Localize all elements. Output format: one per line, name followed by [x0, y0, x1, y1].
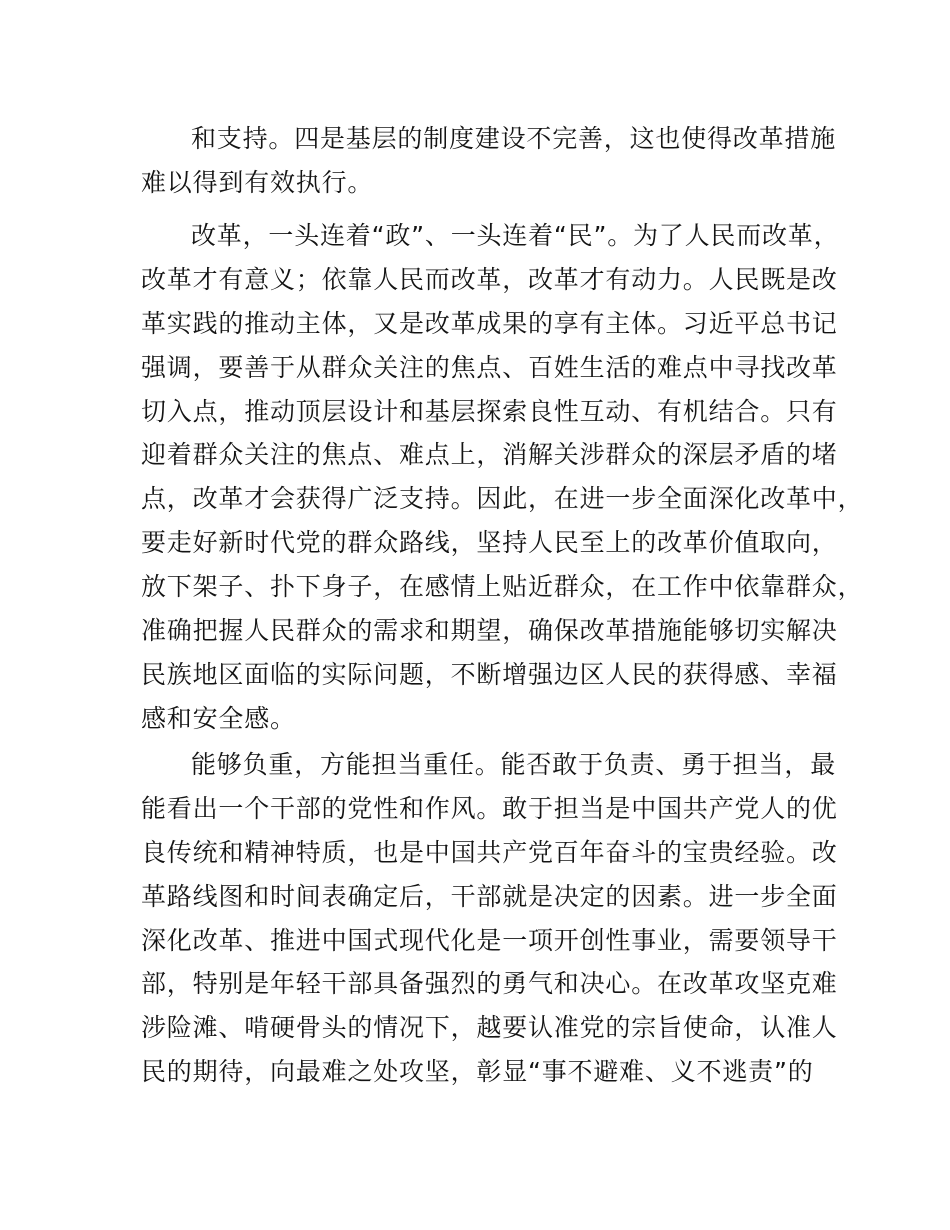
text-line: 革路线图和时间表确定后，干部就是决定的因素。进一步全面: [141, 881, 838, 911]
text-line: 感和安全感。: [141, 703, 296, 733]
text-line: 强调，要善于从群众关注的焦点、百姓生活的难点中寻找改革: [141, 352, 838, 382]
text-line: 准确把握人民群众的需求和期望，确保改革措施能够切实解决: [141, 616, 838, 646]
text-line: 能够负重，方能担当重任。能否敢于负责、勇于担当，最: [191, 750, 837, 779]
text-line: 民族地区面临的实际问题，不断增强边区人民的获得感、幸福: [141, 659, 838, 689]
text-line: 和支持。四是基层的制度建设不完善，这也使得改革措施: [191, 124, 837, 153]
text-line: 要走好新时代党的群众路线，坚持人民至上的改革价值取向，: [141, 528, 838, 558]
text-line: 点，改革才会获得广泛支持。因此，在进一步全面深化改革中，: [141, 484, 864, 514]
text-line: 切入点，推动顶层设计和基层探索良性互动、有机结合。只有: [141, 396, 838, 426]
text-line: 涉险滩、啃硬骨头的情况下，越要认准党的宗旨使命，认准人: [141, 1013, 838, 1043]
text-line: 革实践的推动主体，又是改革成果的享有主体。习近平总书记: [141, 308, 838, 338]
paragraph-3: [141, 743, 837, 1094]
text-line: 难以得到有效执行。: [141, 167, 374, 197]
text-line: 良传统和精神特质，也是中国共产党百年奋斗的宝贵经验。改: [141, 837, 838, 867]
text-line: 迎着群众关注的焦点、难点上，消解关涉群众的深层矛盾的堵: [141, 440, 838, 470]
text-line: 能看出一个干部的党性和作风。敢于担当是中国共产党人的优: [141, 793, 838, 823]
text-line: 改革才有意义；依靠人民而改革，改革才有动力。人民既是改: [141, 264, 838, 294]
text-line: 部，特别是年轻干部具备强烈的勇气和决心。在改革攻坚克难: [141, 969, 838, 999]
text-line: 民的期待，向最难之处攻坚，彰显“事不避难、义不逃责”的: [141, 1057, 814, 1087]
text-line: 放下架子、扑下身子，在感情上贴近群众，在工作中依靠群众，: [141, 572, 864, 602]
text-line: 改革，一头连着“政”、一头连着“民”。为了人民而改革，: [191, 221, 840, 250]
text-line: 深化改革、推进中国式现代化是一项开创性事业，需要领导干: [141, 925, 838, 955]
paragraph-1: [141, 117, 837, 205]
paragraph-2: [141, 214, 864, 741]
